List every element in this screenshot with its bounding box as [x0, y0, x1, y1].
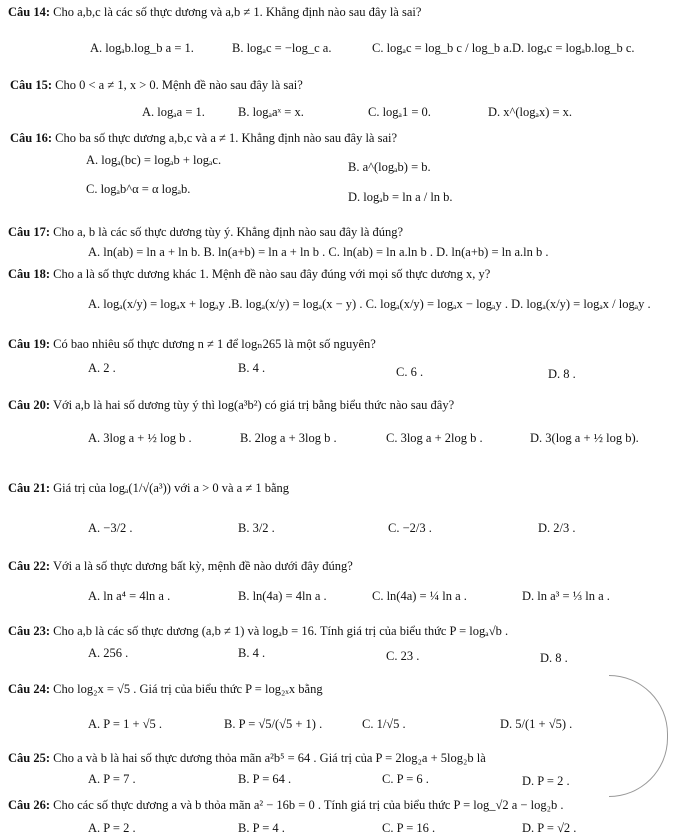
question-number: Câu 23: [8, 624, 51, 638]
option-b: B. logₐc = −log_c a. [232, 41, 332, 55]
option-a: A. P = 2 . [88, 821, 136, 835]
option-d: D. 5/(1 + √5) . [500, 717, 573, 731]
option-c: C. 6 . [396, 365, 424, 379]
option-b: B. P = 4 . [238, 821, 285, 835]
question-14 [8, 4, 421, 20]
question-number: Câu 20: [8, 398, 51, 412]
option-c: C. ln(4a) = ¼ ln a . [372, 589, 467, 603]
question-number: Câu 17: [8, 225, 51, 239]
question-number: Câu 24: [8, 682, 51, 696]
option-b: B. logₐaˣ = x. [238, 105, 304, 119]
option-c: C. 1/√5 . [362, 717, 406, 731]
option-c: C. −2/3 . [388, 521, 432, 535]
question-text: Giá trị của logₐ(1/√(a³)) với a > 0 và a ≠ 1 bằng [53, 481, 290, 495]
option-d: D. logₐc = logₐb.log_b c. [512, 41, 635, 55]
question-number: Câu 26: [8, 798, 51, 812]
option-c: C. 23 . [386, 649, 420, 663]
option-c: C. logₐb^α = α logₐb. [86, 182, 191, 196]
option-b: B. P = 64 . [238, 772, 292, 786]
option-a: A. logₐ(bc) = logₐb + logₐc. [86, 153, 222, 167]
option-d: D. 8 . [548, 367, 576, 381]
question-text: Cho a và b là hai số thực dương thỏa mãn a²b⁵ = 64 . Giá trị của P = 2log₂a + 5log₂b là [53, 751, 486, 765]
question-number: Câu 16: [10, 131, 53, 145]
question-number: Câu 25: [8, 751, 51, 765]
option-b: B. a^(logₐb) = b. [348, 160, 431, 174]
option-c: C. P = 6 . [382, 772, 429, 786]
option-list: A. logₐ(x/y) = logₐx + logₐy .B. logₐ(x/y) = logₐ(x − y) . C. logₐ(x/y) = logₐx − logₐy . D. logₐ(x/y) = logₐx / logₐy . [88, 297, 651, 311]
option-b: B. P = √5/(√5 + 1) . [224, 717, 323, 731]
option-d: D. x^(logₐx) = x. [488, 105, 573, 119]
question-text: Cho a là số thực dương khác 1. Mệnh đề nào sau đây đúng với mọi số thực dương x, y? [53, 267, 491, 281]
option-d: D. logₐb = ln a / ln b. [348, 190, 453, 204]
question-number: Câu 14: [8, 5, 51, 19]
question-text: Cho ba số thực dương a,b,c và a ≠ 1. Khẳng định nào sau đây là sai? [55, 131, 398, 145]
margin-curve-mark [609, 675, 668, 797]
question-16 [10, 130, 397, 146]
question-text: Cho 0 < a ≠ 1, x > 0. Mệnh đề nào sau đây là sai? [55, 78, 303, 92]
option-c: C. logₐ1 = 0. [368, 105, 431, 119]
option-d: D. 8 . [540, 651, 568, 665]
question-23 [8, 623, 508, 639]
option-a: A. −3/2 . [88, 521, 133, 535]
question-25 [8, 750, 486, 766]
question-24 [8, 681, 323, 697]
question-text: Cho a, b là các số thực dương tùy ý. Khẳng định nào sau đây là đúng? [53, 225, 404, 239]
question-15 [10, 77, 303, 93]
option-d: D. 2/3 . [538, 521, 576, 535]
question-21 [8, 480, 289, 496]
option-list: A. ln(ab) = ln a + ln b. B. ln(a+b) = ln a + ln b . C. ln(ab) = ln a.ln b . D. ln(a+b) = ln a.ln b . [88, 245, 549, 259]
question-17 [8, 224, 403, 240]
question-text: Cho các số thực dương a và b thỏa mãn a² − 16b = 0 . Tính giá trị của biểu thức P = log_√2 a − log₂b . [53, 798, 564, 812]
question-26 [8, 797, 563, 813]
question-text: Với a là số thực dương bất kỳ, mệnh đề nào dưới đây đúng? [52, 559, 353, 573]
option-d: D. 3(log a + ½ log b). [530, 431, 639, 445]
option-a: A. ln a⁴ = 4ln a . [88, 589, 171, 603]
question-22 [8, 558, 353, 574]
question-text: Cho a,b là các số thực dương (a,b ≠ 1) và logₐb = 16. Tính giá trị của biểu thức P = logₐ√b . [53, 624, 509, 638]
option-c: C. P = 16 . [382, 821, 436, 835]
option-b: B. ln(4a) = 4ln a . [238, 589, 327, 603]
question-text: Cho log₂x = √5 . Giá trị của biểu thức P = log₂ₓx bằng [53, 682, 323, 696]
question-number: Câu 18: [8, 267, 51, 281]
question-number: Câu 21: [8, 481, 51, 495]
question-19 [8, 336, 376, 352]
question-text: Có bao nhiêu số thực dương n ≠ 1 để logₙ265 là một số nguyên? [53, 337, 376, 351]
question-text: Cho a,b,c là các số thực dương và a,b ≠ 1. Khẳng định nào sau đây là sai? [53, 5, 422, 19]
option-d: D. ln a³ = ⅓ ln a . [522, 589, 610, 603]
question-number: Câu 15: [10, 78, 53, 92]
question-number: Câu 19: [8, 337, 51, 351]
option-d: D. P = 2 . [522, 774, 570, 788]
option-b: B. 4 . [238, 361, 266, 375]
option-a: A. 3log a + ½ log b . [88, 431, 192, 445]
option-a: A. P = 7 . [88, 772, 136, 786]
question-20 [8, 397, 454, 413]
option-a: A. P = 1 + √5 . [88, 717, 162, 731]
question-text: Với a,b là hai số dương tùy ý thì log(a³b²) có giá trị bằng biểu thức nào sau đây? [52, 398, 455, 412]
option-d: D. P = √2 . [522, 821, 577, 835]
option-a: A. logₐb.log_b a = 1. [90, 41, 194, 55]
option-a: A. 256 . [88, 646, 129, 660]
option-b: B. 2log a + 3log b . [240, 431, 337, 445]
question-number: Câu 22: [8, 559, 51, 573]
option-b: B. 4 . [238, 646, 266, 660]
option-a: A. 2 . [88, 361, 116, 375]
question-18 [8, 266, 490, 282]
option-a: A. logₐa = 1. [142, 105, 205, 119]
option-c: C. 3log a + 2log b . [386, 431, 483, 445]
option-b: B. 3/2 . [238, 521, 275, 535]
option-c: C. logₐc = log_b c / log_b a. [372, 41, 512, 55]
